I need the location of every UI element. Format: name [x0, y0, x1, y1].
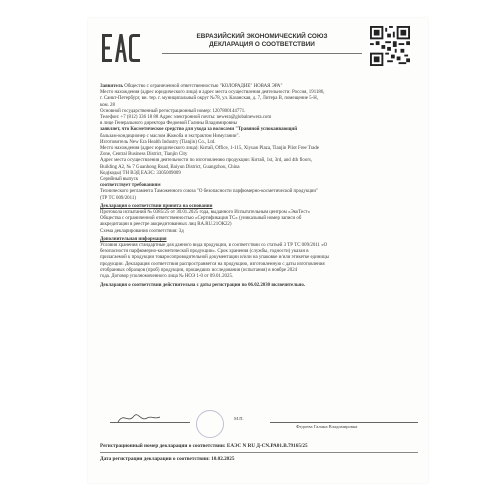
basis-heading: Декларация о соответствии принята на основании: [100, 203, 213, 209]
header-divider: [162, 53, 362, 54]
validity-line: Декларация о соответствии действительна с даты регистрации по 06.02.2030 включительно.: [100, 283, 306, 289]
registration-footer: [100, 442, 418, 464]
text-line: Zone, Central Business District, Tianjin City: [100, 152, 188, 158]
text-line: Место нахождения (адрес юридического лица): Китай, Office, 1-115, Xiyuan Plaza, Tianjin Pilot Free Trade: [100, 146, 320, 152]
additional-info-heading: Дополнительная информация: [100, 236, 167, 242]
text-line: бальзам-кондиционер с маслом Жожоба и экстрактом Нимугании".: [100, 133, 240, 139]
signature-row: [100, 408, 418, 438]
union-name: ЕВРАЗИЙСКИЙ ЭКОНОМИЧЕСКИЙ СОЮЗ: [196, 33, 328, 40]
text-line: ком. 28: [100, 102, 115, 108]
declaration-document: [88, 18, 428, 483]
eac-logo-icon: [100, 30, 142, 66]
name-underline: [270, 422, 418, 423]
text-line: прилагаемой к продукции товаросопроводительной документации и/или на упаковке и/или этикетке единицы: [100, 255, 329, 261]
text-line: Технического регламента Таможенного союза "О безопасности парфюмерно-косметической продукции": [100, 189, 319, 195]
text-line: Условия хранения стандартные для данного вида продукции, в соответствии со статьей 3 ТР ТС 009/2011 «О: [100, 243, 328, 249]
text-line: Протокола испытаний № 0385/25 от 30.01.2025 года, выданного Испытательным центром «ЭкоТест»: [100, 210, 311, 216]
text-line: Основной государственный регистрационный номер: 1207800144771.: [100, 108, 246, 114]
declaration-title: ДЕКЛАРАЦИЯ О СООТВЕТСТВИИ: [209, 41, 315, 48]
text-line: отобранных образцов (проб) продукции, прошедших исследования (испытания) в ноябре 2024: [100, 267, 298, 273]
applicant-label: Заявитель: [100, 84, 124, 89]
manufacturer-line: Изготовитель New Era Health Industry (Tianjin) Co., Ltd.: [100, 139, 216, 145]
text-line: аккредитации в реестре аккредитованных лиц RA.RU.21ОК22): [100, 222, 232, 228]
stamp-icon: [196, 410, 224, 438]
qr-code-icon: [370, 26, 410, 66]
text-line: безопасности парфюмерно-косметической продукции». Срок хранения (службы, годности) указан в: [100, 249, 309, 255]
text-line: г. Санкт-Петербург, вн. тер. г. муниципальный округ №78, ул. Казанская, д. 7, Литера В, помещение 5-Н,: [100, 96, 318, 102]
conformity-heading: соответствует требованиям: [100, 183, 161, 189]
signature-icon: [114, 410, 174, 426]
text-line: в лице Генерального директора Федоевой Галины Владимировны: [100, 121, 237, 127]
document-header-title: [162, 33, 362, 49]
declaration-statement: заявляет, что Косметическое средство для ухода за волосами "Травяной успокаивающий: [100, 127, 298, 133]
document-header: [88, 18, 428, 80]
text-line: Общества с ограниченной ответственностью «Сертификация ТС» (уникальный номер записи об: [100, 216, 302, 222]
text-line: Место нахождения (адрес юридического лица) и адрес места осуществления деятельности: Россия, 191186,: [100, 90, 325, 96]
text-line: Building A2, № 7 Guanhong Road, Baiyun District, Guangzhou, China: [100, 164, 240, 170]
text-line: Адрес места осуществления деятельности по изготовлению продукции: Китай, 1st, 3rd, and 4th floors,: [100, 158, 313, 164]
declaration-body: [100, 84, 418, 290]
registration-number: Регистрационный номер декларации о соответствии: ЕАЭС N RU Д-CN.РА01.В.79165/25: [100, 443, 308, 449]
applicant-name: Общество с ограниченной ответственностью "КОЛОРАДИЕ" НОВАЯ ЭРА": [124, 84, 283, 89]
registration-date: Дата регистрации декларации о соответствии: 10.02.2025: [100, 456, 235, 462]
signer-name: Федоева Галина Владимировна: [296, 424, 358, 429]
scheme-line: Схема декларирования соответствия: 3д: [100, 228, 184, 234]
stamp-label: М.П.: [234, 416, 244, 421]
footer-divider: [100, 452, 418, 453]
text-line: Телефон: +7 (812) 336 18 88 Адрес электронной почты: newera@globalnewera.com: [100, 115, 272, 121]
production-type: Серийный выпуск: [100, 177, 139, 183]
text-line: года. Договор уполномоченного лица № НОЭ 1-0 от 09.01.2025.: [100, 274, 234, 280]
hs-code-line: Код(коды) ТН ВЭД ЕАЭС: 3305009009: [100, 170, 181, 176]
signature-underline: [110, 422, 190, 423]
text-line: (ТР ТС 009/2011): [100, 195, 136, 201]
text-line: продукции. Декларация соответствия распространяется на продукцию, изготовленную с даты изготовления: [100, 261, 325, 267]
